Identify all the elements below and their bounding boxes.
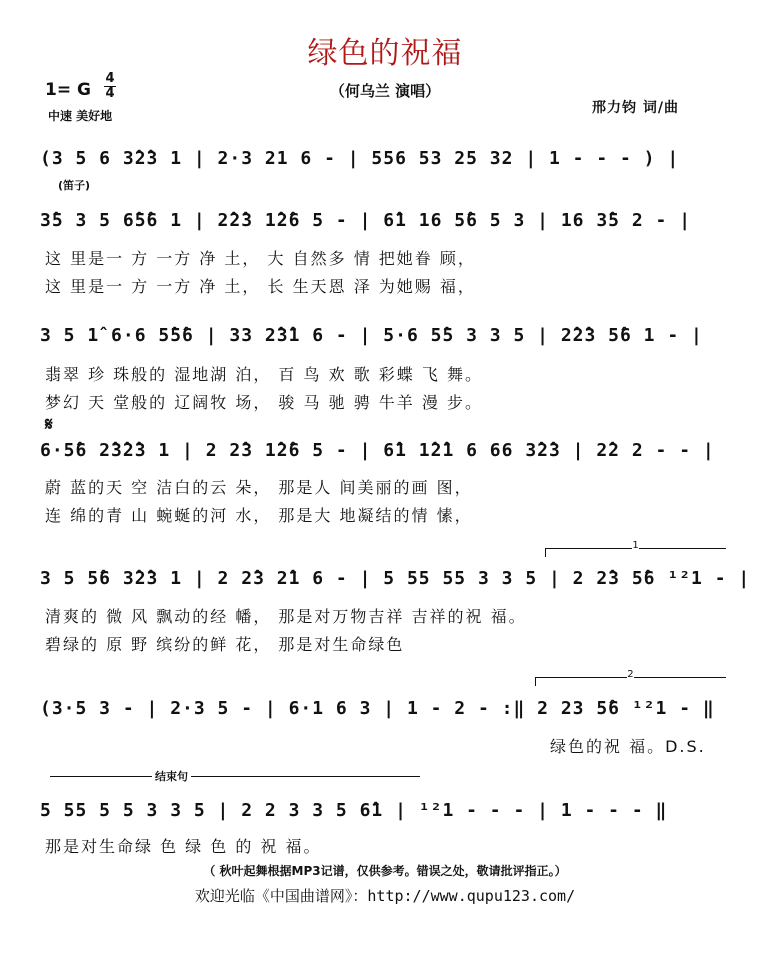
lyric-line6: 绿色的祝 福。D.S. <box>550 737 706 756</box>
second-ending-number: 2 <box>627 669 634 680</box>
staff-line-7: 5 55 5 5 3 3 5 | 2 2 3 3 5 6̂1 | ¹²1 - - - | 1 - - - ‖ <box>40 800 668 821</box>
time-top: 4 <box>105 71 115 86</box>
lyric-verse2-line4: 连 绵的青 山 蜿蜒的河 水， 那是大 地凝结的情 愫， <box>45 506 473 525</box>
lyric-verse2-line2: 这 里是一 方 一方 净 土， 长 生天恩 泽 为她赐 福， <box>45 277 476 296</box>
composer-credit: 邢力钧 词/曲 <box>592 100 679 116</box>
staff-line-4: 6·5̂6 2̂3̂2̂3 1 | 2 2̂3 1̂2̂6 5 - | 6̂1 1̂2̂1 6 66 3̂2̂3 | 2̂2 2 - - | <box>40 440 715 461</box>
lyric-verse2-line5: 碧绿的 原 野 缤纷的鲜 花， 那是对生命绿色 <box>45 635 405 654</box>
staff-line-5: 3 5 5̂6 3̂2̂3 1 | 2 2̂3 2̂1 6 - | 5 55 55 3 3 5 | 2 2̂3 5̂6 ¹²1 - | <box>40 568 751 589</box>
staff-line-6: (3·5 3 - | 2·3 5 - | 6·1 6 3 | 1 - 2 - :‖ 2 23 5̂6 ¹²1 - ‖ <box>40 698 715 719</box>
site-link[interactable]: 欢迎光临《中国曲谱网》：http://www.qupu123.com/ <box>194 887 576 905</box>
transcription-note: （ 秋叶起舞根据MP3记谱，仅供参考。错误之处，敬请批评指正。） <box>203 864 567 878</box>
instrument-note: (笛子) <box>58 179 91 192</box>
second-ending-bracket <box>535 669 726 686</box>
staff-line-1: (3 5 6 3̂2̂3 1 | 2·3 21 6 - | 556 53 25 32 | 1 - - - ) | <box>40 148 680 169</box>
lyric-verse1-line2: 这 里是一 方 一方 净 土， 大 自然多 情 把她眷 顾， <box>45 249 476 268</box>
time-bottom: 4 <box>105 86 115 101</box>
lyric-verse1-line5: 清爽的 微 风 飘动的经 幡， 那是对万物吉祥 吉祥的祝 福。 <box>45 607 527 626</box>
tempo-marking: 中速 美好地 <box>48 109 113 123</box>
staff-line-2: 3̂5 3 5 6̂5̂6 1 | 2̂2̂3 1̂2̂6 5 - | 6̂1 16 5̂6 5 3 | 16 3̂5 2 - | <box>40 210 692 231</box>
coda-label: 结束句 <box>152 768 191 784</box>
staff-line-3: 3 5 1̂ 6·6 5̂5̂6 | 33 2̂3̂1 6 - | 5·6 5̂5 3 3 5 | 2̂2̂3 5̂6 1 - | <box>40 325 703 346</box>
lyric-line7: 那是对生命绿 色 绿 色 的 祝 福。 <box>45 837 322 856</box>
key-signature: 1= G <box>45 80 91 100</box>
time-signature <box>104 72 116 101</box>
lyric-verse1-line4: 蔚 蓝的天 空 洁白的云 朵， 那是人 间美丽的画 图， <box>45 478 473 497</box>
singer-line: （何乌兰 演唱） <box>329 82 441 100</box>
song-title: 绿色的祝福 <box>307 36 463 71</box>
segno-sign: 𝄋 <box>45 414 53 435</box>
coda-bracket <box>50 776 420 785</box>
first-ending-number: 1 <box>632 540 639 551</box>
lyric-verse1-line3: 翡翠 珍 珠般的 湿地湖 泊， 百 鸟 欢 歌 彩蝶 飞 舞。 <box>45 365 483 384</box>
first-ending-bracket <box>545 540 726 557</box>
lyric-verse2-line3: 梦幻 天 堂般的 辽阔牧 场， 骏 马 驰 骋 牛羊 漫 步。 <box>45 393 483 412</box>
